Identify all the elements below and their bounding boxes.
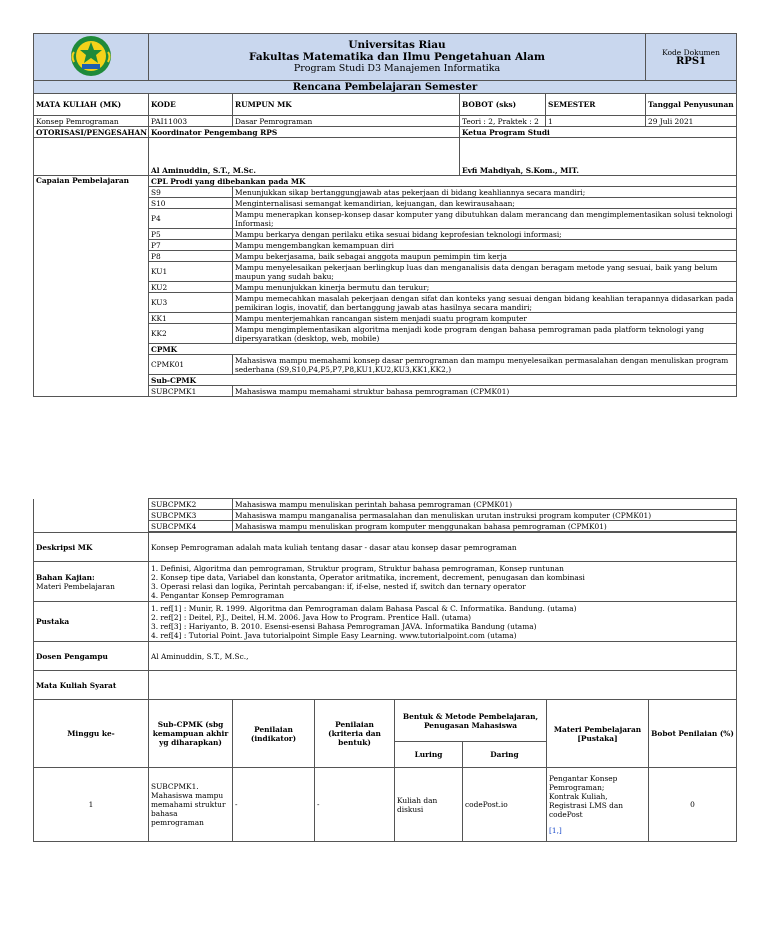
week-subcpmk: SUBCPMK1. Mahasiswa mampu memahami struktur bahasa pemrograman xyxy=(149,768,233,842)
week-row xyxy=(34,768,737,842)
col-mk-label: MATA KULIAH (MK) xyxy=(34,94,149,116)
kode-dokumen-cell xyxy=(646,34,737,81)
bobot-value: Teori : 2, Praktek : 2 xyxy=(460,116,546,127)
cpl-code: KU3 xyxy=(149,293,233,313)
bahan-item: 4. Pengantar Konsep Pemrograman xyxy=(151,590,284,600)
week-indikator: - xyxy=(233,768,315,842)
cpl-desc: Menginternalisasi semangat kemandirian, kejuangan, dan kewirausahaan; xyxy=(233,198,737,209)
logo-cell xyxy=(34,34,149,81)
cpl-code: KU2 xyxy=(149,282,233,293)
col-bobot-label: BOBOT (sks) xyxy=(460,94,546,116)
pustaka-item: 4. ref[4] : Tutorial Point. Java tutorialpoint Simple Easy Learning. www.tutorialpoint.com (utama) xyxy=(151,630,517,640)
otorisasi-label: OTORISASI/PENGESAHAN xyxy=(34,127,149,138)
kode-dokumen-value: RPS1 xyxy=(675,56,706,67)
tanggal-value: 29 Juli 2021 xyxy=(646,116,737,127)
cpl-desc: Mampu menerapkan konsep-konsep dasar komputer yang dibutuhkan dalam merancang dan mengimplementasikan solusi teknologi Informasi; xyxy=(233,209,737,229)
dosen-value: Al Aminuddin, S.T., M.Sc., xyxy=(149,642,737,671)
week-daring: codePost.io xyxy=(463,768,547,842)
subcpmk-code: SUBCPMK1 xyxy=(149,386,233,397)
semester-value: 1 xyxy=(546,116,646,127)
syarat-label: Mata Kuliah Syarat xyxy=(34,671,149,700)
kaprodi-name: Evfi Mahdiyah, S.Kom., MIT. xyxy=(460,138,737,176)
col-bobot-nilai: Bobot Penilaian (%) xyxy=(649,700,737,768)
capaian-label: Capaian Pembelajaran xyxy=(34,176,149,397)
bahan-list xyxy=(149,562,737,602)
pustaka-item: 1. ref[1] : Munir, R. 1999. Algoritma dan Pemrograman dalam Bahasa Pascal & C. Informatika. Bandung. (utama) xyxy=(151,603,577,613)
subcpmk-code: SUBCPMK4 xyxy=(149,521,233,532)
bahan-item: 1. Definisi, Algoritma dan pemrograman, Struktur program, Struktur bahasa pemrograman, Konsep runtunan xyxy=(151,563,564,573)
cpl-desc: Menunjukkan sikap bertanggungjawab atas pekerjaan di bidang keahliannya secara mandiri; xyxy=(233,187,737,198)
cpl-desc: Mampu menterjemahkan rancangan sistem menjadi suatu program komputer xyxy=(233,313,737,324)
pustaka-item: 2. ref[2] : Deitel, P.J., Deitel, H.M. 2006. Java How to Program. Prentice Hall. (utama) xyxy=(151,612,472,622)
col-daring: Daring xyxy=(463,742,547,768)
week-kriteria: - xyxy=(315,768,395,842)
cpmk-code: CPMK01 xyxy=(149,355,233,375)
bahan-sublabel: Materi Pembelajaran xyxy=(36,581,115,591)
cpl-code: S10 xyxy=(149,198,233,209)
week-number: 1 xyxy=(34,768,149,842)
bahan-label: Bahan Kajian: xyxy=(36,572,95,582)
cpl-desc: Mampu berkarya dengan perilaku etika sesuai bidang keprofesian teknologi informasi; xyxy=(233,229,737,240)
subcpmk-code: SUBCPMK3 xyxy=(149,510,233,521)
cpl-code: KU1 xyxy=(149,262,233,282)
cpl-desc: Mampu memecahkan masalah pekerjaan dengan sifat dan konteks yang sesuai dengan bidang keahlian terapannya didasarkan pada pemikiran logis, inovatif, dan bertanggung jawab atas hasilnya secara mandiri; xyxy=(233,293,737,313)
col-subcpmk: Sub-CPMK (sbg kemampuan akhir yg diharapkan) xyxy=(149,700,233,768)
cpmk-heading: CPMK xyxy=(149,344,737,355)
subcpmk-desc: Mahasiswa mampu memahami struktur bahasa pemrograman (CPMK01) xyxy=(233,386,737,397)
program-name: Program Studi D3 Manajemen Informatika xyxy=(293,63,501,74)
deskripsi-text: Konsep Pemrograman adalah mata kuliah tentang dasar - dasar atau konsep dasar pemrograman xyxy=(149,533,737,562)
signature-spacer xyxy=(34,138,149,176)
subcpmk-desc: Mahasiswa mampu manganalisa permasalahan dan menuliskan urutan instruksi program komputer (CPMK01) xyxy=(233,510,737,521)
university-logo-icon xyxy=(68,34,114,78)
rps-title: Rencana Pembelajaran Semester xyxy=(34,81,737,94)
week-bobot: 0 xyxy=(649,768,737,842)
week-materi-cell xyxy=(547,768,649,842)
week-materi: Pengantar Konsep Pemrograman; Kontrak Kuliah, Registrasi LMS dan codePost xyxy=(549,774,624,819)
col-bentuk: Bentuk & Metode Pembelajaran, Penugasan Mahasiswa xyxy=(395,700,547,742)
col-indikator: Penilaian (indikator) xyxy=(233,700,315,768)
col-minggu: Minggu ke- xyxy=(34,700,149,768)
col-rumpun-label: RUMPUN MK xyxy=(233,94,460,116)
mk-value: Konsep Pemrograman xyxy=(34,116,149,127)
col-kode-label: KODE xyxy=(149,94,233,116)
bahan-item: 2. Konsep tipe data, Variabel dan konstanta, Operator aritmatika, increment, decrement, penugasan dan kombinasi xyxy=(151,572,585,582)
pustaka-label: Pustaka xyxy=(34,602,149,642)
col-luring: Luring xyxy=(395,742,463,768)
kode-dokumen-label: Kode Dokumen xyxy=(662,48,720,57)
pustaka-list xyxy=(149,602,737,642)
bahan-label-cell xyxy=(34,562,149,602)
faculty-name: Fakultas Matematika dan Ilmu Pengetahuan Alam xyxy=(249,51,545,63)
cpl-desc: Mampu menunjukkan kinerja bermutu dan terukur; xyxy=(233,282,737,293)
rps-table-page1 xyxy=(33,33,737,397)
institution-header xyxy=(149,34,646,81)
dosen-label: Dosen Pengampu xyxy=(34,642,149,671)
cpl-code: P7 xyxy=(149,240,233,251)
col-semester-label: SEMESTER xyxy=(546,94,646,116)
subcpmk-desc: Mahasiswa mampu menuliskan program komputer menggunakan bahasa pemrograman (CPMK01) xyxy=(233,521,737,532)
cpl-code: KK2 xyxy=(149,324,233,344)
bahan-item: 3. Operasi relasi dan logika, Perintah percabangan: if, if-else, nested if, switch dan ternary operator xyxy=(151,581,526,591)
col-materi: Materi Pembelajaran [Pustaka] xyxy=(547,700,649,768)
cpl-code: P8 xyxy=(149,251,233,262)
week-luring: Kuliah dan diskusi xyxy=(395,768,463,842)
cpl-desc: Mampu mengimplementasikan algoritma menjadi kode program dengan bahasa pemrograman pada platform teknologi yang dipersyaratkan (desktop, web, mobile) xyxy=(233,324,737,344)
kaprodi-label: Ketua Program Studi xyxy=(460,127,737,138)
rumpun-value: Dasar Pemrograman xyxy=(233,116,460,127)
pustaka-item: 3. ref[3] : Hariyanto, B. 2010. Esensi-esensi Bahasa Pemrograman JAVA. Informatika Bandung (utama) xyxy=(151,621,537,631)
cpl-desc: Mampu mengembangkan kemampuan diri xyxy=(233,240,737,251)
capaian-continued xyxy=(34,499,149,533)
kode-value: PAI11003 xyxy=(149,116,233,127)
koordinator-label: Koordinator Pengembang RPS xyxy=(149,127,460,138)
rps-table-page2 xyxy=(33,498,737,842)
cpmk-desc: Mahasiswa mampu memahami konsep dasar pemrograman dan mampu menyelesaikan permasalahan dengan menuliskan program sederhana (S9,S10,P4,P5,P7,P8,KU1,KU2,KU3,KK1,KK2,) xyxy=(233,355,737,375)
col-tanggal-label: Tanggal Penyusunan xyxy=(646,94,737,116)
cpl-code: P5 xyxy=(149,229,233,240)
subcpmk-desc: Mahasiswa mampu menuliskan perintah bahasa pemrograman (CPMK01) xyxy=(233,499,737,510)
university-name: Universitas Riau xyxy=(348,39,446,51)
cpl-code: P4 xyxy=(149,209,233,229)
cpl-code: S9 xyxy=(149,187,233,198)
deskripsi-label: Deskripsi MK xyxy=(34,533,149,562)
cpl-code: KK1 xyxy=(149,313,233,324)
cpl-desc: Mampu bekerjasama, baik sebagai anggota maupun pemimpin tim kerja xyxy=(233,251,737,262)
subcpmk-heading: Sub-CPMK xyxy=(149,375,737,386)
subcpmk-code: SUBCPMK2 xyxy=(149,499,233,510)
cpl-heading: CPL Prodi yang dibebankan pada MK xyxy=(149,176,737,187)
cpl-desc: Mampu menyelesaikan pekerjaan berlingkup luas dan menganalisis data dengan beragam metode yang sesuai, baik yang belum maupun yang sudah baku; xyxy=(233,262,737,282)
col-kriteria: Penilaian (kriteria dan bentuk) xyxy=(315,700,395,768)
syarat-value xyxy=(149,671,737,700)
koordinator-name: Al Aminuddin, S.T., M.Sc. xyxy=(149,138,460,176)
week-pustaka-link[interactable]: [1,] xyxy=(549,826,562,835)
